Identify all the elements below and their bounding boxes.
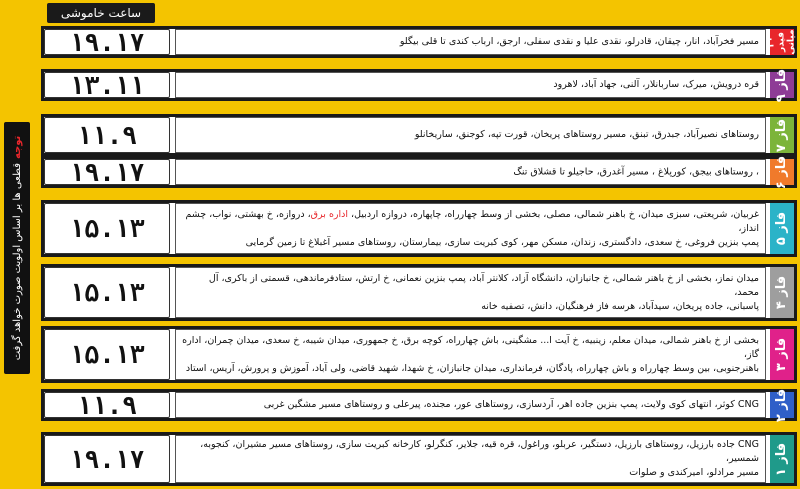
phase-tag xyxy=(770,155,794,189)
schedule-row xyxy=(41,69,797,101)
phase-tag xyxy=(770,117,794,153)
area-line: روستاهای نصیرآباد، جبدرق، تبنق، مسیر روستاهای پریخان، قورت تپه، کوجنق، ساریخانلو xyxy=(414,129,759,140)
area-line: میدان نماز، بخشی از خ باهنر شمالی، خ جانبازان، دانشگاه آزاد، کلانتر آباد، پمپ بنزین نعمانی، خ ارتش، ستادفرماندهی، قسمتی از باکری، آل محمد، xyxy=(208,272,759,298)
outage-time: ۱۱.۹ xyxy=(44,392,170,418)
side-note-label: توجه xyxy=(11,135,23,159)
area-line: CNG کوثر، انتهای کوی ولایت، پمپ بنزین جاده اهر، آردسازی، روستاهای عور، مجنده، پیرعلی و روستاهای مسیر مشگین غربی xyxy=(263,399,759,410)
phase-tag xyxy=(770,203,794,254)
affected-areas xyxy=(175,29,766,55)
outage-time: ۱۹.۱۷ xyxy=(44,435,170,483)
phase-label: فاز ۵ xyxy=(774,211,790,246)
phase-tag xyxy=(770,68,794,102)
outage-time: ۱۵.۱۳ xyxy=(44,203,170,254)
page-title: ساعت خاموشی xyxy=(47,3,155,23)
schedule-row xyxy=(41,389,797,421)
phase-label: فاز ۳ xyxy=(774,337,790,372)
phase-tag xyxy=(770,267,794,318)
schedule-row xyxy=(41,432,797,486)
phase-label: ۲۰ فیدر میانی xyxy=(767,29,797,55)
affected-areas xyxy=(175,392,766,418)
area-line: CNG جاده بارزیل، روستاهای بارزیل، دستگیر، عربلو، وراغول، قره قیه، جلایر، کنگرلو، کارخانه کبریت سازی، روستاهای مسیر مشیران، کنجوبه، شمسیر، xyxy=(200,439,759,464)
side-note-text: قطعی ها بر اساس اولویت صورت خواهد گرفت xyxy=(11,163,23,361)
affected-areas xyxy=(175,72,766,98)
affected-areas xyxy=(175,435,766,483)
phase-label: فاز ۷ xyxy=(774,118,790,152)
phase-tag xyxy=(767,29,797,55)
schedule-row xyxy=(41,264,797,321)
area-line: قره درویش، میرک، ساربانلار، آلنی، جهاد آباد، لاهرود xyxy=(553,79,759,90)
area-line: پمپ بنزین فروغی، خ سعدی، دادگستری، زندان، مسکن مهر، کوی کبریت سازی، بیمارستان، روستاهای مسیر آغبلاغ تا زمین گرمایی xyxy=(245,236,759,248)
schedule-row xyxy=(41,26,797,58)
affected-areas xyxy=(175,267,766,318)
highlighted-location: اداره برق xyxy=(310,208,349,220)
affected-areas xyxy=(175,159,766,185)
area-line: غربیان، شریعتی، سبزی میدان، خ باهنر شمالی، مصلی، بخشی از وسط چهارراه، چاپهاره، دروازه اردبیل، اداره برق، دروازه، خ بهشتی، نواب، چشم انداز، xyxy=(185,208,759,234)
outage-time: ۱۳.۱۱ xyxy=(44,72,170,98)
phase-label: فاز ۲ xyxy=(774,388,790,422)
affected-areas xyxy=(175,203,766,254)
redacted-block xyxy=(343,164,513,180)
phase-label: فاز ۱ xyxy=(774,442,790,476)
side-note xyxy=(4,122,30,374)
area-line: ، روستاهای بیجق، کورپلاغ ، مسیر آغدرق، حاجیلو تا قشلاق تنگ xyxy=(182,164,759,180)
phase-label: فاز ۶ xyxy=(774,155,790,189)
area-line: بخشی از خ باهنر شمالی، میدان معلم، زینبیه، خ آیت ا... مشگینی، باش چهارراه، کوچه برق، خ جمهوری، میدان شیبه، خ سعدی، میدان چمران، اداره گاز، xyxy=(182,334,759,360)
phase-tag xyxy=(770,329,794,380)
outage-time: ۱۵.۱۳ xyxy=(44,267,170,318)
affected-areas xyxy=(175,117,766,153)
schedule-row xyxy=(41,114,797,156)
schedule-row xyxy=(41,326,797,383)
phase-tag xyxy=(770,435,794,483)
schedule-row xyxy=(41,156,797,188)
outage-time: ۱۱.۹ xyxy=(44,117,170,153)
phase-tag xyxy=(770,388,794,422)
outage-time: ۱۹.۱۷ xyxy=(44,29,170,55)
area-line: باهنرجنوبی، بین وسط چهارراه و باش چهارراه، پادگان، فرمانداری، میدان جانبازان، خ شهدا، شهید قاضی، ولی آباد، آموزش و پرورش، آریس، استاد xyxy=(185,362,759,374)
outage-time: ۱۵.۱۳ xyxy=(44,329,170,380)
outage-time: ۱۹.۱۷ xyxy=(44,159,170,185)
schedule-row xyxy=(41,200,797,257)
affected-areas xyxy=(175,329,766,380)
phase-label: فاز ۴ xyxy=(774,275,790,310)
area-line: مسیر مرادلو، امیرکندی و صلوات xyxy=(629,467,759,478)
area-line: پاسبانی، جاده پریخان، سیدآباد، هرسه فاز فرهنگیان، دانش، تصفیه خانه xyxy=(481,300,759,312)
area-line: مسیر فخرآباد، انار، چیقان، قادرلو، نقدی علیا و نقدی سفلی، ارجق، ارباب کندی تا قلی بیگلو xyxy=(399,36,759,47)
phase-label: فاز ۹ xyxy=(774,68,790,102)
